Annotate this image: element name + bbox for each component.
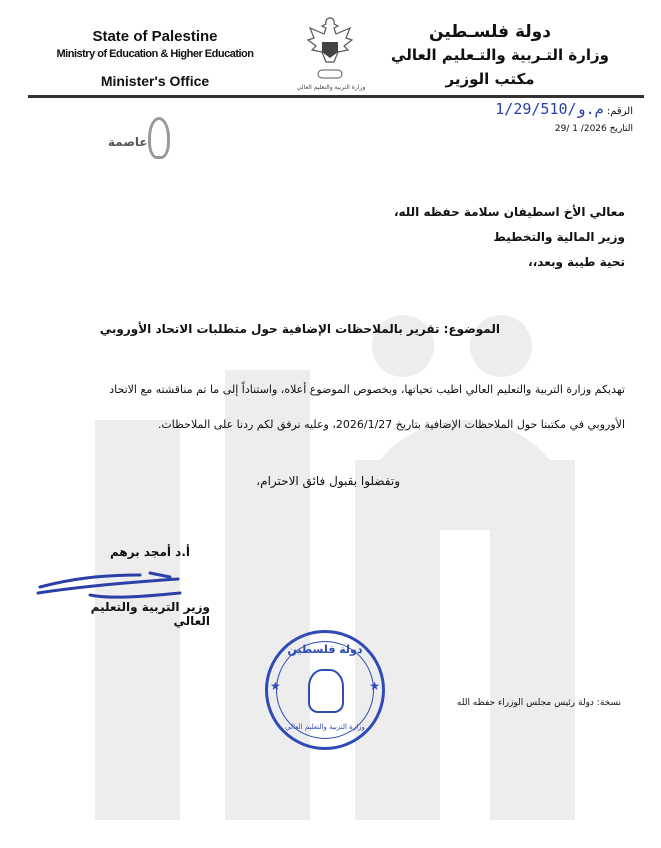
star-icon: ★ <box>369 679 380 693</box>
header-ar-state: دولة فلسـطين <box>429 22 551 42</box>
official-stamp <box>265 630 385 750</box>
recipient-line: تحية طيبة وبعد،، <box>528 255 625 269</box>
subject: الموضوع: تقرير بالملاحظات الإضافية حول متطلبات الاتحاد الأوروبي <box>99 322 500 336</box>
closing: وتفضلوا بقبول فائق الاحترام، <box>256 474 400 488</box>
jerusalem-capital-logo <box>108 115 188 165</box>
recipient-line: معالي الأخ اسطيفان سلامة حفظه الله، <box>393 205 625 219</box>
star-icon: ★ <box>270 679 281 693</box>
ref-value: م.و/1/29/510 <box>495 100 604 118</box>
logo-text: عاصمة <box>108 135 148 149</box>
recipient-line: وزير المالية والتخطيط <box>493 230 625 244</box>
header-divider <box>28 95 644 98</box>
emblem-caption: وزارة التربية والتعليم العالي <box>296 84 366 91</box>
stamp-top-text: دولة فلسطين <box>287 643 363 656</box>
signatory-name: أ.د أمجد برهم <box>109 545 190 559</box>
date-value: 29/ 1 /2026 <box>554 124 607 134</box>
ref-label: الرقم: <box>606 106 633 117</box>
date-label: التاريخ <box>609 124 633 134</box>
date <box>555 124 633 134</box>
cc-line: نسخة: دولة رئيس مجلس الوزراء حفظه الله <box>456 698 621 708</box>
header-ar-office: مكتب الوزير <box>445 70 535 88</box>
letter-body <box>25 372 625 442</box>
header-ar-ministry: وزارة التـربية والتـعليم العالي <box>391 46 609 64</box>
stamp-eagle-icon <box>308 669 344 713</box>
palestine-eagle-emblem <box>300 14 360 86</box>
reference-number <box>495 100 633 118</box>
recipient-block <box>394 200 625 275</box>
body-line: الأوروبي في مكتبنا حول الملاحظات الإضافية بتاريخ 2026/1/27، وعليه نرفق لكم ردنا على الملاحظات. <box>157 418 625 431</box>
header-en-state: State of Palestine <box>92 28 218 45</box>
signatory-title: وزير التربية والتعليم العالي <box>90 600 210 628</box>
header-en-ministry: Ministry of Education & Higher Education <box>56 48 254 60</box>
stamp-bottom-text: وزارة التربية والتعليم العالي <box>285 723 365 731</box>
header-en-office: Minister's Office <box>100 73 210 89</box>
body-line: تهديكم وزارة التربية والتعليم العالي اطيب تحياتها، وبخصوص الموضوع أعلاه، واستناداً إلى ما تم مناقشته مع الاتحاد <box>109 383 625 396</box>
